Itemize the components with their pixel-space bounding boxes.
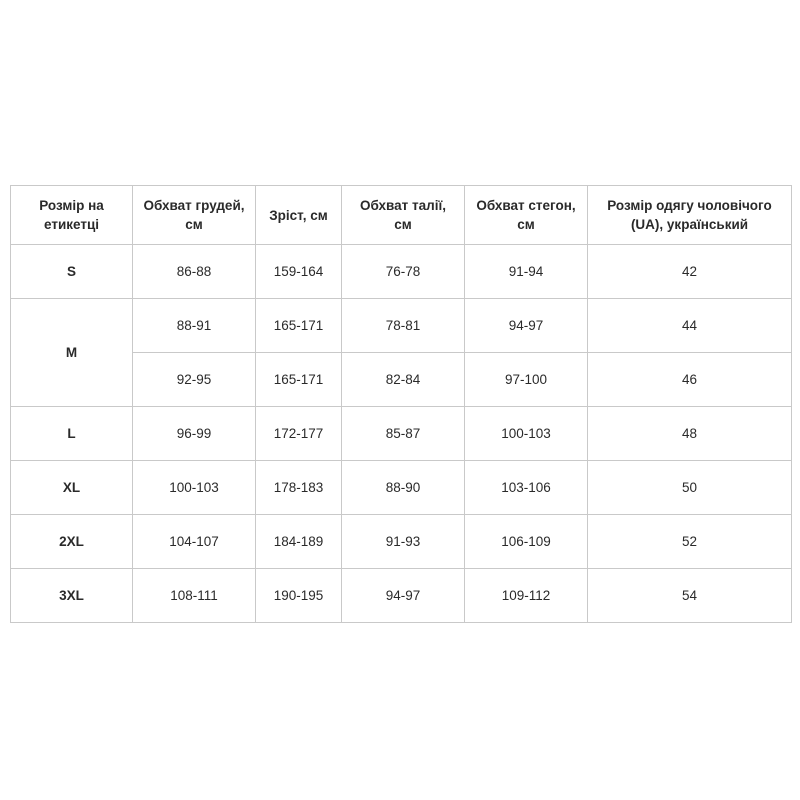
waist-cell: 91-93 bbox=[342, 515, 465, 569]
chest-cell: 88-91 bbox=[133, 299, 256, 353]
table-row bbox=[11, 569, 792, 623]
height-cell: 172-177 bbox=[256, 407, 342, 461]
waist-cell: 82-84 bbox=[342, 353, 465, 407]
hips-cell: 94-97 bbox=[465, 299, 588, 353]
ua-size-cell: 44 bbox=[588, 299, 792, 353]
size-label-cell: 3XL bbox=[11, 569, 133, 623]
height-cell: 190-195 bbox=[256, 569, 342, 623]
hips-cell: 91-94 bbox=[465, 245, 588, 299]
waist-cell: 94-97 bbox=[342, 569, 465, 623]
ua-size-cell: 50 bbox=[588, 461, 792, 515]
waist-cell: 88-90 bbox=[342, 461, 465, 515]
waist-cell: 76-78 bbox=[342, 245, 465, 299]
size-label-cell: M bbox=[11, 299, 133, 407]
hips-cell: 100-103 bbox=[465, 407, 588, 461]
header-waist: Обхват талії, см bbox=[342, 186, 465, 245]
size-chart-table bbox=[10, 185, 792, 623]
header-height: Зріст, см bbox=[256, 186, 342, 245]
height-cell: 165-171 bbox=[256, 353, 342, 407]
size-label-cell: 2XL bbox=[11, 515, 133, 569]
hips-cell: 109-112 bbox=[465, 569, 588, 623]
chest-cell: 100-103 bbox=[133, 461, 256, 515]
hips-cell: 97-100 bbox=[465, 353, 588, 407]
ua-size-cell: 48 bbox=[588, 407, 792, 461]
table-row bbox=[11, 515, 792, 569]
header-hips: Обхват стегон, см bbox=[465, 186, 588, 245]
chest-cell: 108-111 bbox=[133, 569, 256, 623]
ua-size-cell: 52 bbox=[588, 515, 792, 569]
height-cell: 184-189 bbox=[256, 515, 342, 569]
chest-cell: 96-99 bbox=[133, 407, 256, 461]
size-label-cell: XL bbox=[11, 461, 133, 515]
ua-size-cell: 54 bbox=[588, 569, 792, 623]
chest-cell: 104-107 bbox=[133, 515, 256, 569]
table-row bbox=[11, 461, 792, 515]
table-row bbox=[11, 245, 792, 299]
waist-cell: 85-87 bbox=[342, 407, 465, 461]
height-cell: 165-171 bbox=[256, 299, 342, 353]
chest-cell: 92-95 bbox=[133, 353, 256, 407]
height-cell: 159-164 bbox=[256, 245, 342, 299]
hips-cell: 106-109 bbox=[465, 515, 588, 569]
hips-cell: 103-106 bbox=[465, 461, 588, 515]
ua-size-cell: 42 bbox=[588, 245, 792, 299]
table-header-row bbox=[11, 186, 792, 245]
ua-size-cell: 46 bbox=[588, 353, 792, 407]
table-row bbox=[11, 407, 792, 461]
waist-cell: 78-81 bbox=[342, 299, 465, 353]
header-chest: Обхват грудей, см bbox=[133, 186, 256, 245]
height-cell: 178-183 bbox=[256, 461, 342, 515]
header-label-size: Розмір на етикетці bbox=[11, 186, 133, 245]
header-ua-size: Розмір одягу чоловічого (UA), український bbox=[588, 186, 792, 245]
chest-cell: 86-88 bbox=[133, 245, 256, 299]
size-label-cell: L bbox=[11, 407, 133, 461]
size-label-cell: S bbox=[11, 245, 133, 299]
table-row bbox=[11, 299, 792, 353]
